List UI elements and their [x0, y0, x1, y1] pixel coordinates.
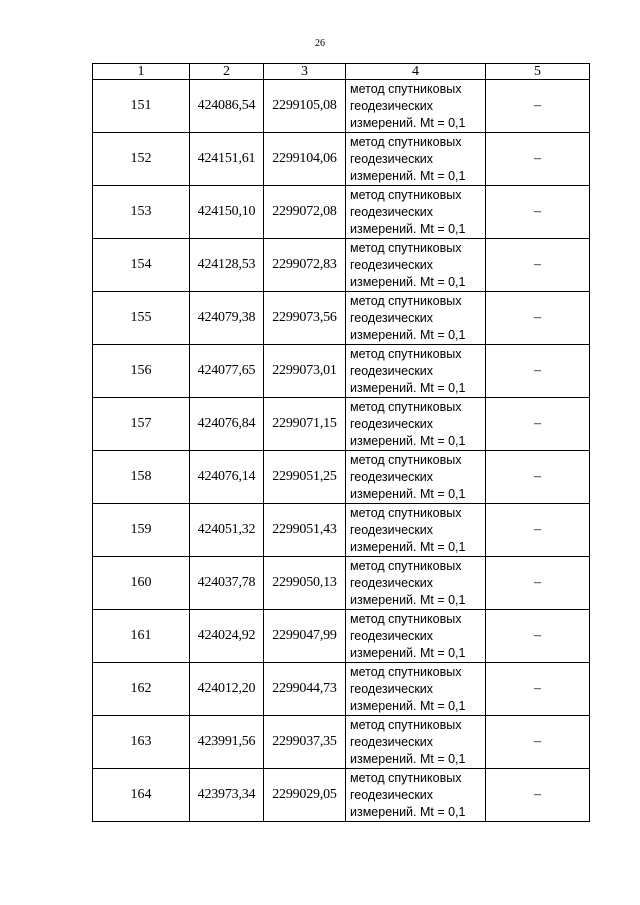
- table-row: [93, 610, 590, 663]
- x-coordinate-cell: 424086,54: [190, 80, 264, 133]
- point-number-cell: 164: [93, 769, 190, 822]
- method-cell: [346, 345, 486, 398]
- x-coordinate-cell: 424037,78: [190, 557, 264, 610]
- x-coordinate-cell: 424151,61: [190, 133, 264, 186]
- method-text-line: метод спутниковых: [350, 240, 462, 255]
- method-cell: [346, 451, 486, 504]
- method-cell: [346, 769, 486, 822]
- note-cell: –: [486, 769, 590, 822]
- y-coordinate-cell: 2299105,08: [264, 80, 346, 133]
- method-text-line: метод спутниковых: [350, 81, 462, 96]
- method-text-line: метод спутниковых: [350, 558, 462, 573]
- method-text-line: геодезических: [350, 734, 434, 749]
- method-text-line: метод спутниковых: [350, 134, 462, 149]
- method-cell: [346, 663, 486, 716]
- x-coordinate-cell: 424024,92: [190, 610, 264, 663]
- table-row: [93, 398, 590, 451]
- y-coordinate-cell: 2299047,99: [264, 610, 346, 663]
- y-coordinate-cell: 2299071,15: [264, 398, 346, 451]
- y-coordinate-cell: 2299072,08: [264, 186, 346, 239]
- method-text-line: измерений. Mt = 0,1: [350, 115, 466, 130]
- method-text-line: геодезических: [350, 151, 434, 166]
- y-coordinate-cell: 2299044,73: [264, 663, 346, 716]
- header-col-2: 2: [190, 64, 264, 80]
- table-row: [93, 239, 590, 292]
- header-col-1: 1: [93, 64, 190, 80]
- method-cell: [346, 133, 486, 186]
- table-row: [93, 716, 590, 769]
- method-text-line: геодезических: [350, 469, 434, 484]
- note-cell: –: [486, 504, 590, 557]
- method-text-line: измерений. Mt = 0,1: [350, 380, 466, 395]
- table-row: [93, 663, 590, 716]
- x-coordinate-cell: 424150,10: [190, 186, 264, 239]
- table-row: [93, 186, 590, 239]
- x-coordinate-cell: 424051,32: [190, 504, 264, 557]
- note-cell: –: [486, 610, 590, 663]
- x-coordinate-cell: 423991,56: [190, 716, 264, 769]
- point-number-cell: 153: [93, 186, 190, 239]
- method-cell: [346, 716, 486, 769]
- method-cell: [346, 80, 486, 133]
- note-cell: –: [486, 716, 590, 769]
- point-number-cell: 155: [93, 292, 190, 345]
- method-text-line: геодезических: [350, 363, 434, 378]
- y-coordinate-cell: 2299073,56: [264, 292, 346, 345]
- method-text-line: геодезических: [350, 575, 434, 590]
- method-text-line: геодезических: [350, 98, 434, 113]
- table-row: [93, 292, 590, 345]
- method-cell: [346, 292, 486, 345]
- method-text-line: измерений. Mt = 0,1: [350, 539, 466, 554]
- table-body: [93, 80, 590, 822]
- x-coordinate-cell: 424079,38: [190, 292, 264, 345]
- point-number-cell: 157: [93, 398, 190, 451]
- note-cell: –: [486, 663, 590, 716]
- note-cell: –: [486, 398, 590, 451]
- coordinates-table: [92, 63, 590, 822]
- x-coordinate-cell: 424128,53: [190, 239, 264, 292]
- y-coordinate-cell: 2299073,01: [264, 345, 346, 398]
- method-text-line: измерений. Mt = 0,1: [350, 168, 466, 183]
- point-number-cell: 159: [93, 504, 190, 557]
- point-number-cell: 161: [93, 610, 190, 663]
- method-text-line: измерений. Mt = 0,1: [350, 327, 466, 342]
- method-text-line: метод спутниковых: [350, 505, 462, 520]
- table-row: [93, 133, 590, 186]
- method-text-line: геодезических: [350, 204, 434, 219]
- method-text-line: метод спутниковых: [350, 399, 462, 414]
- method-cell: [346, 557, 486, 610]
- x-coordinate-cell: 424076,14: [190, 451, 264, 504]
- point-number-cell: 151: [93, 80, 190, 133]
- y-coordinate-cell: 2299051,25: [264, 451, 346, 504]
- table-row: [93, 504, 590, 557]
- y-coordinate-cell: 2299051,43: [264, 504, 346, 557]
- point-number-cell: 154: [93, 239, 190, 292]
- method-text-line: измерений. Mt = 0,1: [350, 645, 466, 660]
- method-cell: [346, 239, 486, 292]
- method-text-line: измерений. Mt = 0,1: [350, 751, 466, 766]
- method-text-line: геодезических: [350, 416, 434, 431]
- method-text-line: метод спутниковых: [350, 293, 462, 308]
- point-number-cell: 160: [93, 557, 190, 610]
- method-text-line: измерений. Mt = 0,1: [350, 433, 466, 448]
- note-cell: –: [486, 80, 590, 133]
- method-text-line: измерений. Mt = 0,1: [350, 486, 466, 501]
- method-text-line: метод спутниковых: [350, 664, 462, 679]
- table-row: [93, 345, 590, 398]
- method-text-line: метод спутниковых: [350, 717, 462, 732]
- point-number-cell: 156: [93, 345, 190, 398]
- header-col-3: 3: [264, 64, 346, 80]
- header-col-4: 4: [346, 64, 486, 80]
- method-text-line: измерений. Mt = 0,1: [350, 274, 466, 289]
- method-text-line: геодезических: [350, 628, 434, 643]
- table-row: [93, 451, 590, 504]
- x-coordinate-cell: 423973,34: [190, 769, 264, 822]
- note-cell: –: [486, 345, 590, 398]
- x-coordinate-cell: 424076,84: [190, 398, 264, 451]
- method-text-line: метод спутниковых: [350, 611, 462, 626]
- note-cell: –: [486, 239, 590, 292]
- header-col-5: 5: [486, 64, 590, 80]
- method-text-line: геодезических: [350, 787, 434, 802]
- method-text-line: метод спутниковых: [350, 346, 462, 361]
- header-row: [93, 64, 590, 80]
- y-coordinate-cell: 2299104,06: [264, 133, 346, 186]
- method-text-line: измерений. Mt = 0,1: [350, 804, 466, 819]
- page-number: 26: [315, 38, 325, 49]
- method-text-line: геодезических: [350, 522, 434, 537]
- y-coordinate-cell: 2299072,83: [264, 239, 346, 292]
- method-text-line: геодезических: [350, 681, 434, 696]
- note-cell: –: [486, 133, 590, 186]
- point-number-cell: 158: [93, 451, 190, 504]
- method-text-line: геодезических: [350, 257, 434, 272]
- table-row: [93, 769, 590, 822]
- method-text-line: измерений. Mt = 0,1: [350, 592, 466, 607]
- y-coordinate-cell: 2299037,35: [264, 716, 346, 769]
- method-text-line: измерений. Mt = 0,1: [350, 698, 466, 713]
- point-number-cell: 152: [93, 133, 190, 186]
- note-cell: –: [486, 557, 590, 610]
- method-cell: [346, 398, 486, 451]
- method-cell: [346, 186, 486, 239]
- method-text-line: метод спутниковых: [350, 187, 462, 202]
- method-text-line: геодезических: [350, 310, 434, 325]
- point-number-cell: 163: [93, 716, 190, 769]
- note-cell: –: [486, 292, 590, 345]
- method-text-line: метод спутниковых: [350, 770, 462, 785]
- method-text-line: измерений. Mt = 0,1: [350, 221, 466, 236]
- note-cell: –: [486, 186, 590, 239]
- point-number-cell: 162: [93, 663, 190, 716]
- method-text-line: метод спутниковых: [350, 452, 462, 467]
- y-coordinate-cell: 2299050,13: [264, 557, 346, 610]
- table-row: [93, 557, 590, 610]
- method-cell: [346, 610, 486, 663]
- table-row: [93, 80, 590, 133]
- note-cell: –: [486, 451, 590, 504]
- x-coordinate-cell: 424077,65: [190, 345, 264, 398]
- x-coordinate-cell: 424012,20: [190, 663, 264, 716]
- y-coordinate-cell: 2299029,05: [264, 769, 346, 822]
- table-header: [93, 64, 590, 80]
- method-cell: [346, 504, 486, 557]
